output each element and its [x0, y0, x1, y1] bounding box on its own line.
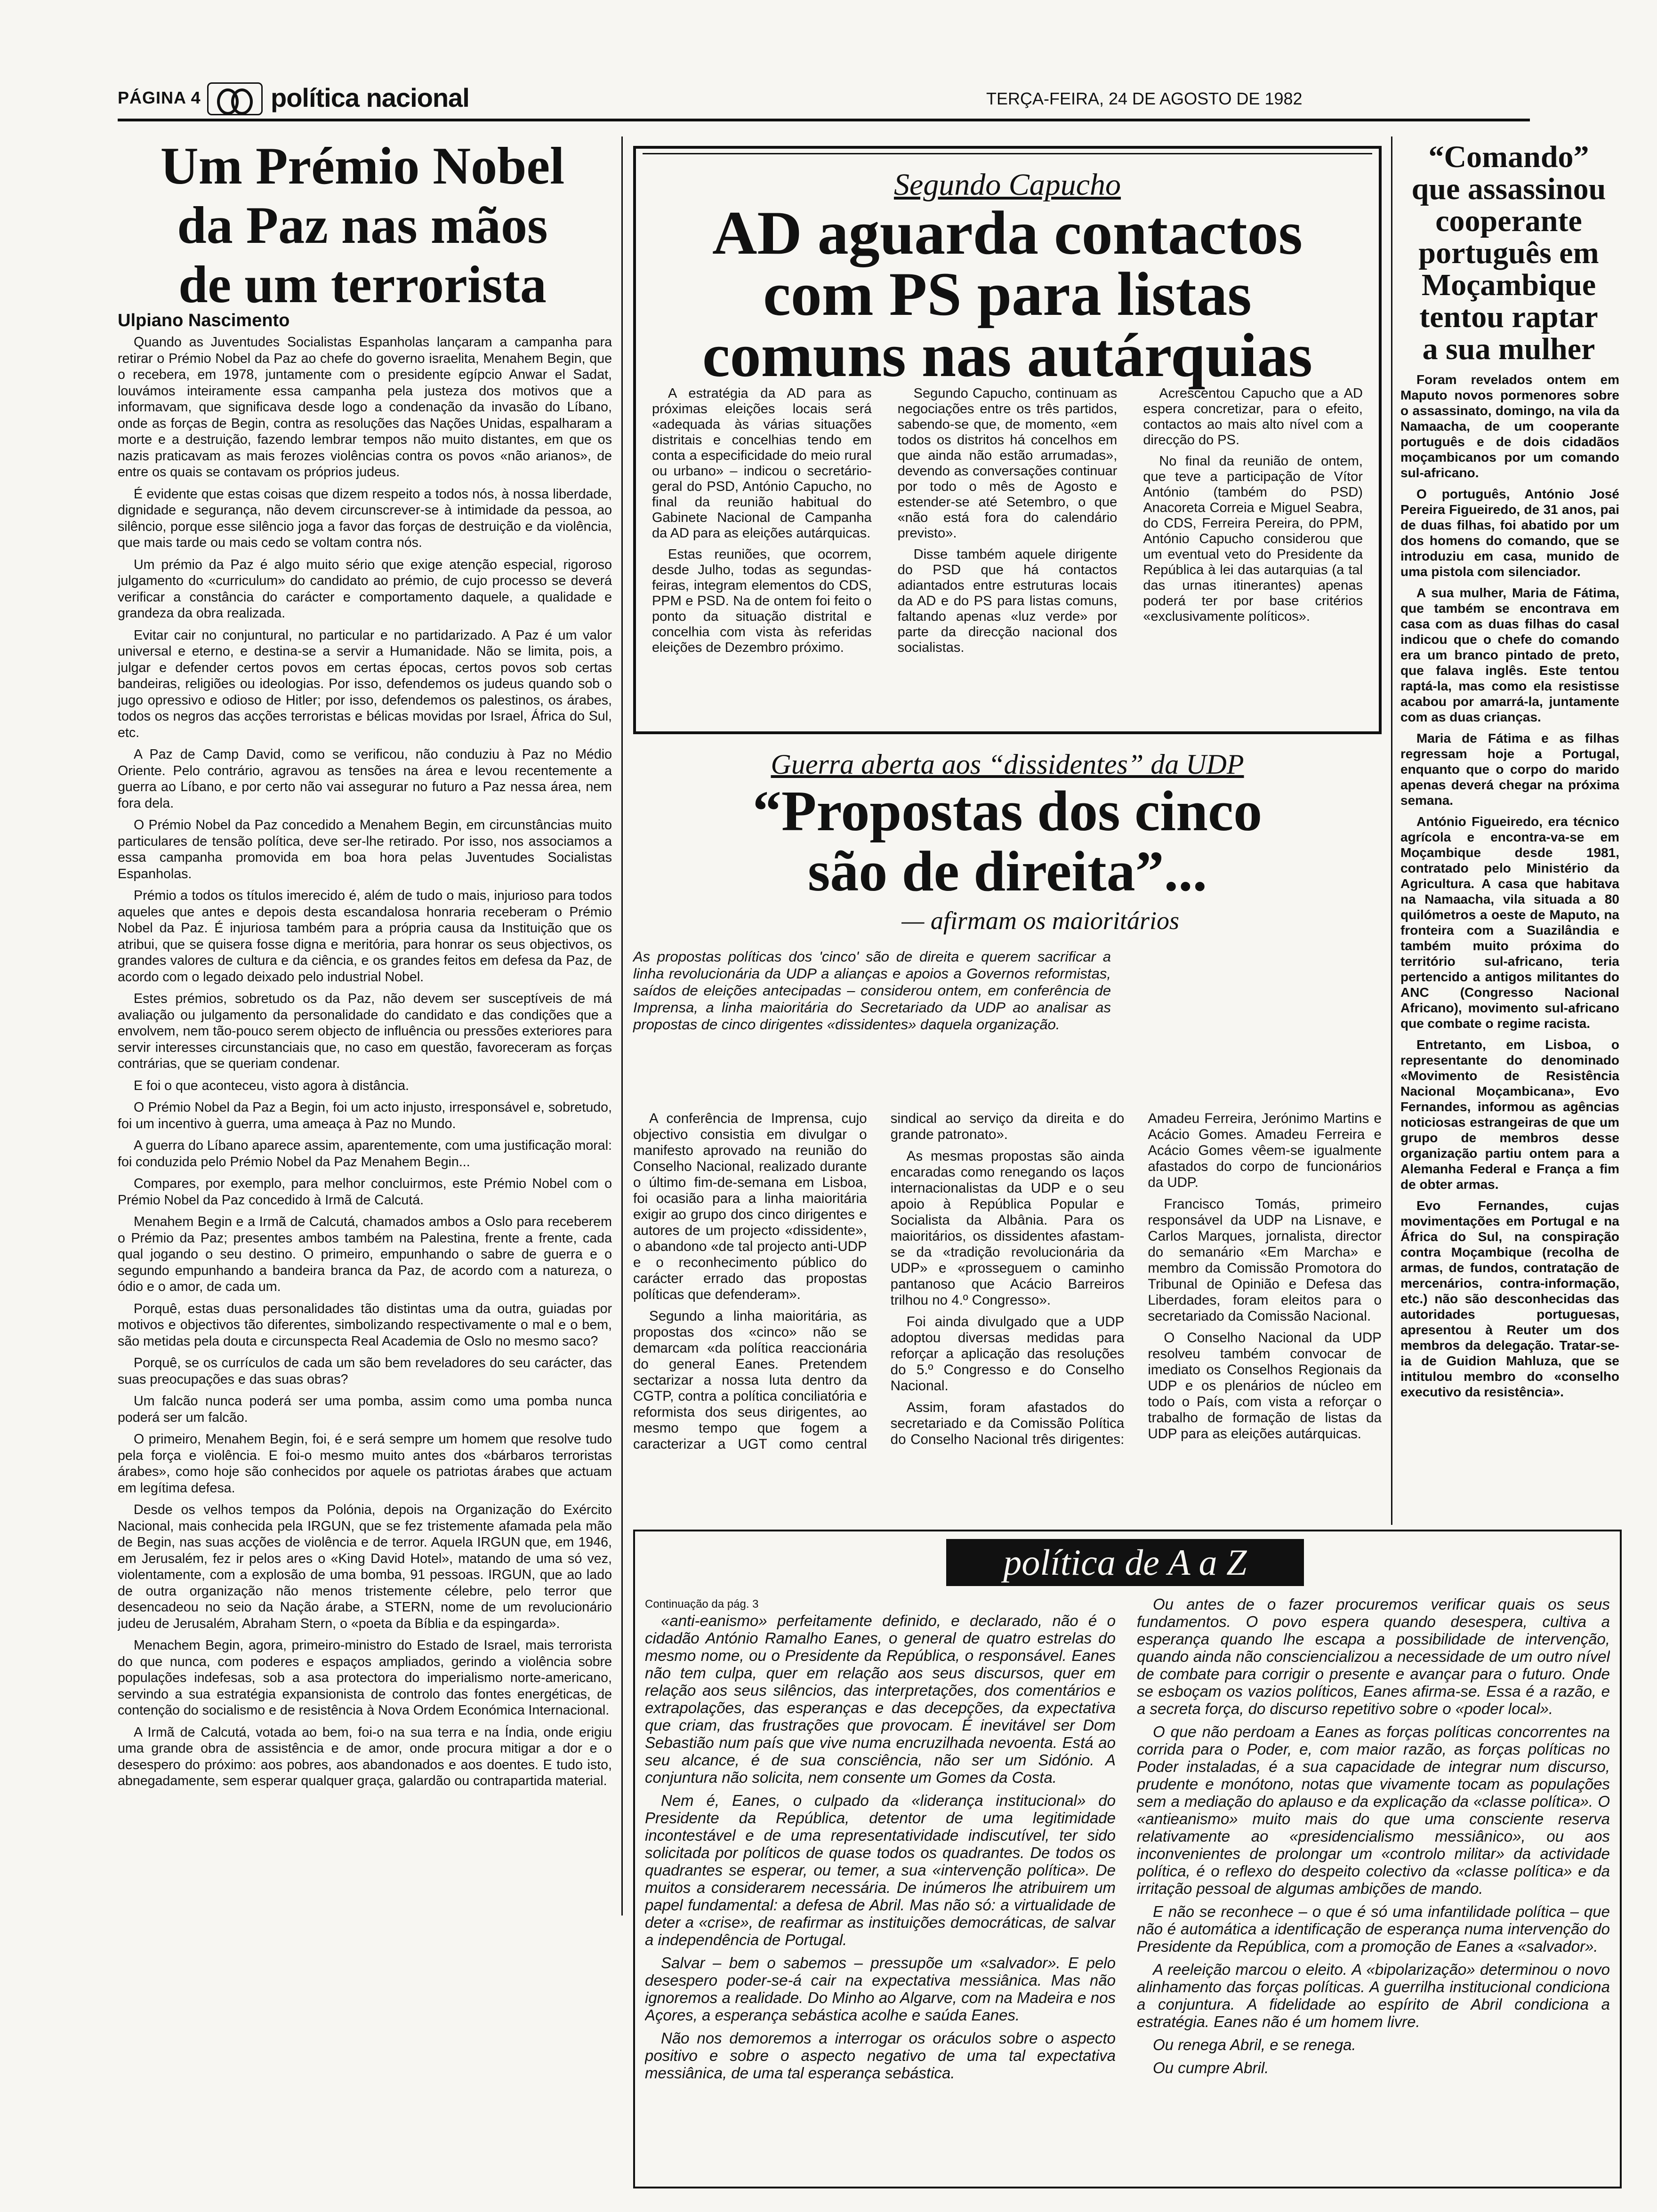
paragraph: Ou cumpre Abril.	[1153, 2059, 1269, 2076]
paragraph: É evidente que estas coisas que dizem respeito a todos nós, à nossa liberdade, dignidade e segurança, não devem circunscrever-se à intimidade da pessoa, ao silêncio, porque esse silêncio joga a favor das forças de destruição e da violência, que mais tarde ou mais cedo se voltam contra nós.	[118, 486, 612, 550]
ad-kicker: Segundo Capucho	[893, 168, 1121, 202]
paragraph: O português, António José Pereira Figueiredo, de 31 anos, pai de duas filhas, foi abatido por um dos homens do comando, que se introduziu em casa, munido de uma pistola com silenciador.	[1400, 487, 1619, 579]
paragraph: Não nos demoremos a interrogar os oráculos sobre o aspecto positivo e sobre o aspecto negativo de uma tal expectativa messiânica, de uma tal esperança sebástica.	[645, 2029, 1116, 2082]
paragraph: Foi ainda divulgado que a UDP adoptou diversas medidas para reforçar a aplicação das resoluções do 5.º Congresso e do Conselho Nacional.	[890, 1314, 1125, 1394]
paragraph: Ou renega Abril, e se renega.	[1153, 2036, 1356, 2053]
paragraph: As mesmas propostas são ainda encaradas como renegando os laços internacionalistas da UDP e o seu apoio à República Popular e Socialista da Albânia. Para os maioritários, os dissidentes afastam-se da «tradição revolucionária da UDP» e «prosseguem o caminho pantanoso que Acácio Barreiros trilhou no 4.º Congresso».	[890, 1148, 1125, 1308]
paragraph: António Figueiredo, era técnico agrícola e encontra-va-se em Moçambique desde 1981, contratado pelo Ministério da Agricultura. A casa que habitava na Namaacha, vila situada a 80 quilómetros a oeste de Maputo, na fronteira com a Suazilândia e também muito próxima do território sul-africano, teria pertencido a antigos militantes do ANC (Congresso Nacional Africano), movimento sul-africano que combate o regime racista.	[1400, 814, 1619, 1031]
comando-article-body	[1400, 372, 1619, 1520]
paragraph: Prémio a todos os títulos imerecido é, além de tudo o mais, injurioso para todos aqueles que antes e depois desta escandalosa honraria receberam o Prémio Nobel da Paz. É injuriosa também para a própria causa da Instituição que os atribui, que se quisera fosse digna e meritória, para honrar os seus objectivos, os grandes valores de cultura e da ciência, e os grandes feitos em defesa da Paz, de acordo com o legado deixado pelo industrial Nobel.	[118, 888, 612, 985]
paragraph: Compares, por exemplo, para melhor concluirmos, este Prémio Nobel com o Prémio Nobel da Paz concedido à Irmã de Calcutá.	[118, 1176, 612, 1208]
paragraph: Entretanto, em Lisboa, o representante do denominado «Movimento de Resistência Nacional Moçambicana», Evo Fernandes, informou as agências noticiosas estrangeiras de que um grupo de membros desse organização partiu ontem para a Alemanha Federal e França a fim de obter armas.	[1400, 1037, 1619, 1192]
udp-lead: As propostas políticas dos 'cinco' são de direita e querem sacrificar a linha revolucionária da UDP a alianças e apoios a Governos reformistas, saídos de eleições antecipadas – considerou ontem, em conferência de Imprensa, a linha maioritária do Secretariado da UDP ao analisar as propostas de cinco dirigentes «dissidentes» daquela organização.	[633, 948, 1111, 1033]
paragraph: Desde os velhos tempos da Polónia, depois na Organização do Exército Nacional, mais conhecida pela IRGUN, que se fez tristemente afamada pela mão de Begin, nas suas acções de violência e de terror. Aquela IRGUN que, em 1946, em Jerusalém, fez ir pelos ares o «King David Hotel», matando de uma só vez, violentamente, com a explosão de uma bomba, 91 pessoas. IRGUN, que ao lado de outra organização não menos tristemente célebre, pelo terror que desencadeou no seio da Nação árabe, a STERN, nome de um revolucionário judeu de Jerusalém, Abraham Stern, o «poeta da Bíblia e da espingarda».	[118, 1502, 612, 1631]
paragraph: O Prémio Nobel da Paz a Begin, foi um acto injusto, irresponsável e, sobretudo, foi um incentivo à guerra, uma ameaça à Paz no Mundo.	[118, 1100, 612, 1131]
paragraph: A reeleição marcou o eleito. A «bipolarização» determinou o novo alinhamento das forças políticas. A guerrilha institucional condiciona a conjuntura. A fidelidade ao espírito de Abril condiciona a estratégia. Eanes não é um homem livre.	[1137, 1961, 1610, 2030]
paragraph: E foi o que aconteceu, visto agora à distância.	[134, 1078, 409, 1093]
newspaper-logo-icon	[207, 82, 263, 115]
paragraph: O primeiro, Menahem Begin, foi, é e será sempre um homem que resolve tudo pela força e violência. E foi-o mesmo muito antes dos «bárbaros terroristas árabes», como hoje são conhecidos por aquele os patriotas árabes que actuam em legítima defesa.	[118, 1432, 612, 1496]
paragraph: Evitar cair no conjuntural, no particular e no partidarizado. A Paz é um valor universal e eterno, e destina-se a servir a Humanidade. Não se limita, pois, a julgar e defender certos povos em certas épocas, certos povos sob certas bandeiras, religiões ou ideologias. Por isso, defendemos os judeus quando sob o jugo opressivo e odioso de Hitler; por isso, defendemos os palestinos, os árabes, todos os negros das acções terroristas e bélicas movidas por Israel, África do Sul, etc.	[118, 627, 612, 740]
paragraph: Quando as Juventudes Socialistas Espanholas lançaram a campanha para retirar o Prémio Nobel da Paz ao chefe do governo israelita, Menahem Begin, que o recebera, em 1978, juntamente com o presidente egípcio Anwar el Sadat, louvámos inteiramente essa campanha pela justeza dos motivos que a informavam, que significava desde logo a condenação da invasão do Líbano, onde as forças de Begin, contra as resoluções das Nações Unidas, espalharam a morte e a destruição, fazendo lembrar tempos não muito distantes, em que os nazis praticavam as mais ferozes violências contra os povos «não arianos», de entre os quais se contavam os próprios judeus.	[118, 335, 612, 480]
ad-box-inner-rule	[643, 153, 1372, 154]
nobel-article-body	[118, 334, 612, 2198]
paragraph: E não se reconhece – o que é só uma infantilidade política – que não é automática a identificação de esperança numa intervenção do Presidente da República, com a promoção de Eanes a «salvador».	[1137, 1903, 1610, 1955]
paragraph: A Irmã de Calcutá, votada ao bem, foi-o na sua terra e na Índia, onde erigiu uma grande obra de assistência e de amor, onde procura mitigar a dor e o desespero do próximo: aos pobres, aos abandonados e aos doentes. E tudo isto, abnegadamente, sem esperar qualquer graça, galardão ou contrapartida material.	[118, 1724, 612, 1788]
ad-article-body	[652, 386, 1363, 720]
aaz-banner	[946, 1539, 1304, 1586]
udp-subheadline: — afirmam os maioritários	[901, 906, 1179, 935]
paragraph: Salvar – bem o sabemos – pressupõe um «salvador». E pelo desespero poder-se-á cair na expectativa messiânica. Mas não ignoremos a realidade. Do Minho ao Algarve, com na Madeira e nos Açores, a esperança sebástica acolhe e saúda Eanes.	[645, 1954, 1116, 2024]
paragraph: A sua mulher, Maria de Fátima, que também se encontrava em casa com as duas filhas do casal indicou que o chefe do comando era um branco pintado de preto, que falava inglês. Este tentou raptá-la, mas como ela resistisse acabou por amarrá-la, juntamente com as duas crianças.	[1400, 585, 1619, 724]
paragraph: A estratégia da AD para as próximas eleições locais será «adequada às várias situações distritais e concelhias tendo em conta a especificidade do meio rural ou urbano» – indicou o secretário-geral do PSD, António Capucho, no final da reunião habitual do Gabinete Nacional de Campanha da AD para as eleições autárquicas.	[652, 386, 872, 541]
nobel-headline: Um Prémio Nobel da Paz nas mãos de um terrorista	[160, 137, 565, 314]
paragraph: Assim, foram afastados do secretariado e da Comissão Política do Conselho Nacional três dirigentes: Amadeu Ferreira, Jerónimo Martins e Acácio Gomes. Amadeu Ferreira e Acácio Gomes vêem-se igualmente afastados do corpo de funcionários da UDP.	[890, 1111, 1382, 1447]
column-divider	[1391, 136, 1392, 1525]
paragraph: Disse também aquele dirigente do PSD que há contactos adiantados entre estruturas locais da AD e do PS para listas comuns, faltando apenas «luz verde» por parte da direcção nacional dos socialistas.	[897, 547, 1118, 655]
udp-headline: “Propostas dos cinco são de direita”...	[752, 779, 1263, 903]
masthead	[118, 82, 1379, 120]
paragraph: Porquê, estas duas personalidades tão distintas uma da outra, guiadas por motivos e objectivos tão diferentes, simbolizando respectivamente o mal e o bem, são metidas pela douta e circunspecta Real Academia de Oslo no mesmo saco?	[118, 1301, 612, 1349]
paragraph: Segundo a linha maioritária, as propostas dos «cinco» não se demarcam «da política reaccionária do general Eanes. Pretendem sectarizar a nossa luta dentro da CGTP, contra a política conciliatória e reformista dos seus dirigentes, ao mesmo tempo que fogem a caracterizar a UGT como central sindical ao serviço da direita e do grande patronato».	[633, 1111, 1125, 1452]
paragraph: Menahem Begin e a Irmã de Calcutá, chamados ambos a Oslo para receberem o Prémio da Paz; presentes ambos também na Palestina, frente a frente, cada qual jogando o seu destino. O primeiro, empunhando o sabre de guerra e o segundo empunhando a bandeira branca da Paz, de acordo com a natureza, o ódio e o amor, de cada um.	[118, 1214, 612, 1294]
paragraph: Evo Fernandes, cujas movimentações em Portugal e na África do Sul, na conspiração contra Moçambique (recolha de armas, de fundos, contratação de mercenários, contra-informação, etc.) não são desconhecidas das autoridades portuguesas, apresentou à Reuter um dos membros da delegação. Tratar-se-ia de Guidion Mahluza, que se intitulou membro do «conselho executivo da resistência».	[1400, 1198, 1619, 1399]
aaz-continuation: Continuação da pág. 3	[645, 1598, 759, 1611]
paragraph: O que não perdoam a Eanes as forças políticas concorrentes na corrida para o Poder, e, com maior razão, as forças políticas no Poder instaladas, é a sua capacidade de integrar num discurso, prudente e monótono, notas que vivamente tocam as populações sem a mediação do aplauso e da explicação da «classe política». O «antieanismo» muito mais do que uma consciente reserva relativamente ao «presidencialismo messiânico», ou aos inconvenientes de prolongar um «controlo militar» da actividade política, é o reflexo do despeito colectivo da «classe política» e da irritação pessoal de algumas ambições de mando.	[1137, 1723, 1610, 1897]
paragraph: No final da reunião de ontem, que teve a participação de Vítor António (também do PSD) Anacoreta Correia e Miguel Seabra, do CDS, Ferreira Pereira, do PPM, António Capucho considerou que um eventual veto do Presidente da República à lei das autarquias (a tal das urnas itinerantes) apenas poderá ter por base critérios «exclusivamente políticos».	[1143, 454, 1363, 624]
paragraph: Um prémio da Paz é algo muito sério que exige atenção especial, rigoroso julgamento do «curriculum» do candidato ao prémio, de cujo processo se deverá verificar a constância do carácter e comportamento daquele, a qualidade e grandeza da obra realizada.	[118, 557, 612, 621]
udp-kicker: Guerra aberta aos “dissidentes” da UDP	[771, 749, 1244, 780]
ad-headline: AD aguarda contactos com PS para listas comuns nas autárquias	[702, 198, 1312, 390]
column-divider	[621, 136, 623, 1915]
masthead-rule	[118, 119, 1530, 121]
paragraph: O Conselho Nacional da UDP resolveu também convocar de imediato os Conselhos Regionais da UDP e os plenários de núcleo em todo o País, com vista a reforçar o trabalho de formação de listas da UDP para as eleições autárquicas.	[1148, 1330, 1382, 1442]
paragraph: Ou antes de o fazer procuremos verificar quais os seus fundamentos. O povo espera quando desespera, cultiva a esperança quando lhe escapa a possibilidade de intervenção, quando ainda não consciencializou a necessidade de um outro nível de combate para corrigir o presente e avançar para o futuro. Onde se esboçam os vazios políticos, Eanes afirma-se. Essa é a razão, e a secreta força, do discurso repetitivo sobre o «poder local».	[1137, 1595, 1610, 1717]
paragraph: Acrescentou Capucho que a AD espera concretizar, para o efeito, contactos ao mais alto nível com a direcção do PS.	[1143, 386, 1363, 448]
paragraph: Maria de Fátima e as filhas regressam hoje a Portugal, enquanto que o corpo do marido apenas deverá chegar na próxima semana.	[1400, 731, 1619, 808]
paragraph: Nem é, Eanes, o culpado da «liderança institucional» do Presidente da República, detentor de uma legitimidade incontestável e de uma representatividade indiscutível, ter sido solicitada por políticos de quase todos os quadrantes. De todos os quadrantes se esperar, ou temer, a sua «intervenção política». De muitos a considerarem necessária. De inúmeros lhe atribuirem um papel fundamental: a defesa de Abril. Mas não só: a virtualidade de deter a «crise», de reafirmar as instituições democráticas, de salvar a independência de Portugal.	[645, 1792, 1116, 1948]
paragraph: Estes prémios, sobretudo os da Paz, não devem ser susceptíveis de má avaliação ou julgamento da personalidade do candidato e das condições que a envolvem, nem tão-pouco serem objecto de influência ou pressões exteriores para servir interesses circunstanciais que, no caso em questão, favoreceram as forças contrárias, que se queriam condenar.	[118, 991, 612, 1071]
paragraph: Menachem Begin, agora, primeiro-ministro do Estado de Israel, mais terrorista do que nunca, com poderes e espaços ampliados, gerindo a violência sobre populações indefesas, sob a asa protectora do imperialismo norte-americano, servindo a sua estratégia expansionista de controlo das fontes energéticas, de contenção do socialismo e de resistência à Nova Ordem Económica Internacional.	[118, 1638, 612, 1718]
section-title: política nacional	[271, 83, 469, 112]
nobel-byline: Ulpiano Nascimento	[118, 311, 290, 330]
aaz-right-column	[1137, 1595, 1610, 2179]
paragraph: A Paz de Camp David, como se verificou, não conduziu à Paz no Médio Oriente. Pelo contrário, agravou as tensões na área e levou recentemente a guerra ao Líbano, e por certo não vai assegurar no futuro a Paz nessa área, nem fora dela.	[118, 747, 612, 811]
aaz-banner-title: política de A a Z	[1003, 1542, 1247, 1583]
paragraph: A conferência de Imprensa, cujo objectivo consistia em divulgar o manifesto aprovado na reunião do Conselho Nacional, realizado durante o último fim-de-semana em Lisboa, foi ocasião para a linha maioritária exigir ao grupo dos cinco dirigentes e autores de um projecto «dissidente», o abandono «de tal projecto anti-UDP e o reconhecimento público do carácter errado das propostas políticas que defenderam».	[633, 1111, 867, 1302]
page-number: PÁGINA 4	[118, 88, 201, 107]
comando-headline: “Comando” que assassinou cooperante português em Moçambique tentou raptar a sua mulher	[1411, 140, 1606, 366]
aaz-left-column	[645, 1612, 1116, 2177]
paragraph: Estas reuniões, que ocorrem, desde Julho, todas as segundas-feiras, integram elementos do CDS, PPM e PSD. Na de ontem foi feito o ponto da situação distrital e concelhia com vista às referidas eleições de Dezembro próximo.	[652, 547, 872, 655]
issue-date: TERÇA-FEIRA, 24 DE AGOSTO DE 1982	[986, 89, 1303, 108]
paragraph: «anti-eanismo» perfeitamente definido, e declarado, não é o cidadão António Ramalho Eanes, o general de quatro estrelas do mesmo nome, ou o Presidente da República, o responsável. Eanes não tem culpa, quer em relação aos seus discursos, quer em relação aos seus silêncios, das interpretações, dos comentários e extrapolações, das esperanças e das decepções, da expectativa que criam, das frustrações que provocam. É inevitável ser Dom Sebastião num país que vive numa encruzilhada nevoenta. Está ao seu alcance, é de sua consciência, não ser um Sidónio. A conjuntura não solicita, nem consente um Gomes da Costa.	[645, 1612, 1116, 1786]
paragraph: O Prémio Nobel da Paz concedido a Menahem Begin, em circunstâncias muito particulares de tensão política, deve ser-lhe retirado. Por isso, nos associamos a essa campanha promovida em boa hora pelas Juventudes Socialistas Espanholas.	[118, 817, 612, 882]
paragraph: Segundo Capucho, continuam as negociações entre os três partidos, sabendo-se que, de momento, «em todos os distritos há concelhos em que ainda não estão arrumadas», devendo as conversações continuar por todo o mês de Agosto e estender-se até Setembro, o que «não está fora do calendário previsto».	[897, 386, 1118, 541]
paragraph: Foram revelados ontem em Maputo novos pormenores sobre o assassinato, domingo, na vila da Namaacha, de um cooperante português e de dois cidadãos moçambicanos por um comando sul-africano.	[1400, 372, 1619, 480]
paragraph: Porquê, se os currículos de cada um são bem reveladores do seu carácter, das suas preocupações e das suas obras?	[118, 1355, 612, 1387]
paragraph: Um falcão nunca poderá ser uma pomba, assim como uma pomba nunca poderá ser um falcão.	[118, 1394, 612, 1425]
paragraph: Francisco Tomás, primeiro responsável da UDP na Lisnave, e Carlos Marques, jornalista, director do semanário «Em Marcha» e membro da Comissão Promotora do Tribunal de Opinião e Defesa das Liberdades, foram eleitos para o secretariado da Comissão Nacional.	[1148, 1196, 1382, 1324]
paragraph: A guerra do Líbano aparece assim, aparentemente, com uma justificação moral: foi conduzida pelo Prémio Nobel da Paz Menahem Begin...	[118, 1138, 612, 1170]
